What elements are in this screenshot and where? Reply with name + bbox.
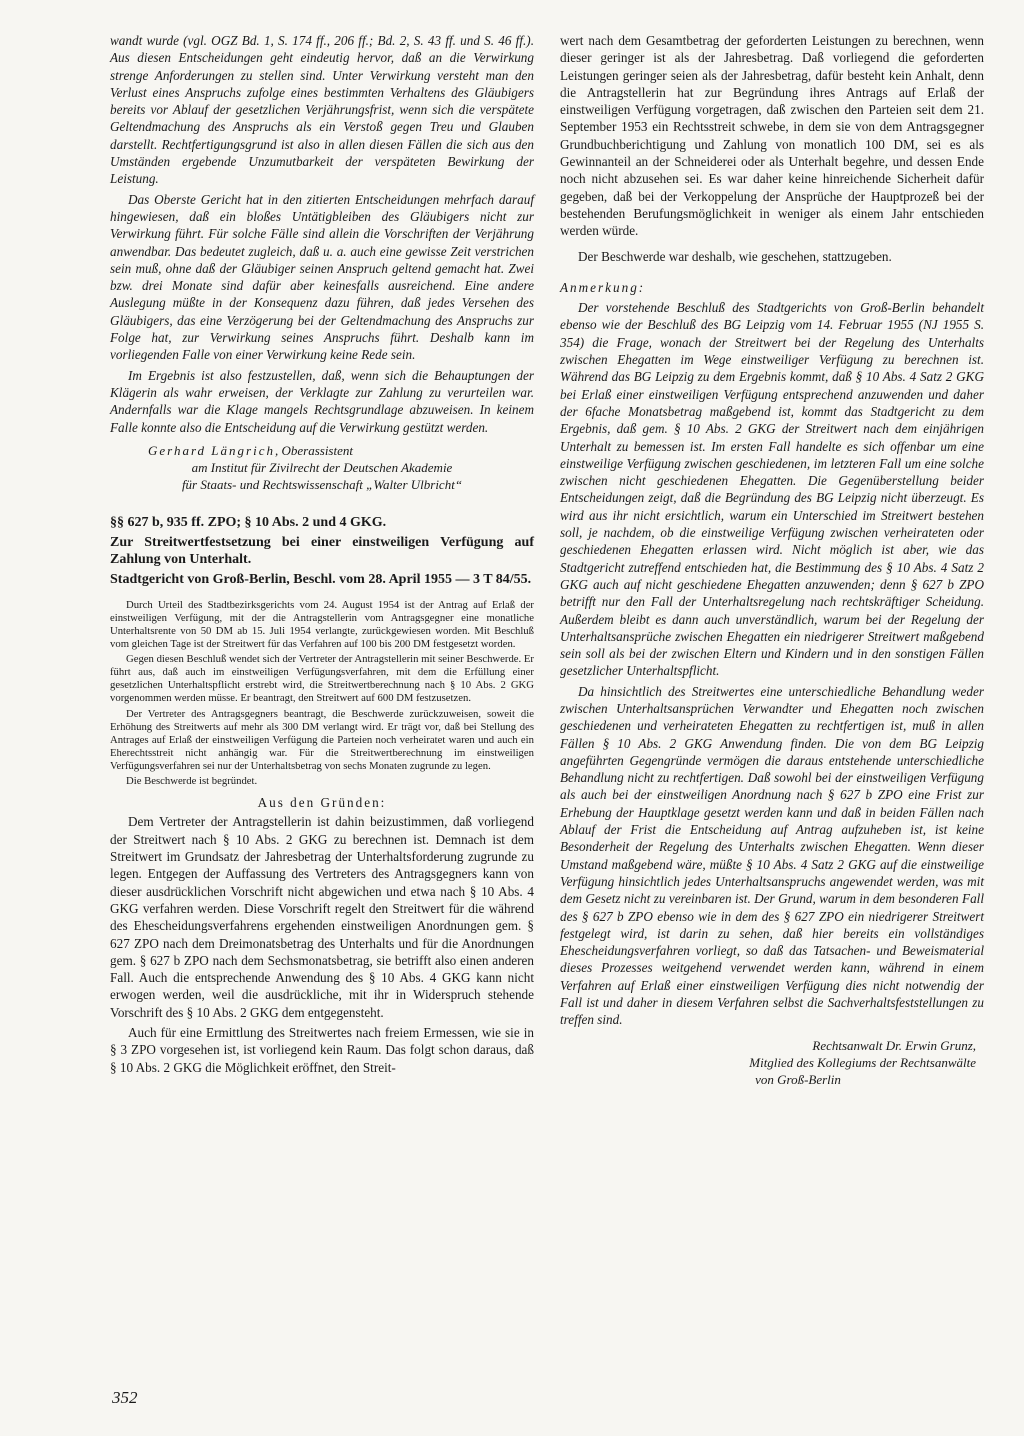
reasons-heading: Aus den Gründen: (257, 795, 387, 811)
author-institution-line2: für Staats- und Rechtswissenschaft „Walter Ulbricht“ (181, 476, 463, 492)
case-subject-heading: Zur Streitwertfestsetzung bei einer einstweiligen Verfügung auf Zahlung von Unterhalt. (110, 534, 534, 567)
author-institution-line1: am Institut für Zivilrecht der Deutschen Akademie (191, 459, 453, 475)
case-citation-heading: §§ 627 b, 935 ff. ZPO; § 10 Abs. 2 und 4 GKG. (110, 514, 387, 530)
annotator-affiliation-line2: von Groß-Berlin (755, 1071, 841, 1087)
annotation-heading: Anmerkung: (560, 279, 646, 295)
page-number: 352 (112, 1388, 138, 1407)
facts-paragraph: Die Beschwerde ist begründet. (126, 775, 258, 788)
annotator-name: Rechtsanwalt Dr. Erwin Grunz, (812, 1037, 976, 1053)
author-name: Gerhard Längrich (148, 442, 275, 458)
court-decision-heading: Stadtgericht von Groß-Berlin, Beschl. vom 28. April 1955 — 3 T 84/55. (110, 571, 532, 587)
author-signature (110, 442, 534, 493)
paragraph: Das Oberste Gericht hat in den zitierten Entscheidungen mehrfach darauf hingewiesen, daß ein bloßes Untätigbleiben des Gläubigers nicht zur Verwirkung führt. Für solche Fälle sind allein die Vorschriften der Verjährung anwendbar. Das bedeutet zugleich, daß u. a. auch eine gewisse Zeit verstrichen sein muß, ohne daß der Gläubiger seinen Anspruch geltend gemacht hat. Zwei bzw. drei Monate sind dafür aber keinesfalls ausreichend. Eine andere Auslegung müßte in der Konsequenz dazu führen, daß jedes Versehen des Gläubigers, das eine Verzögerung bei der Geltendmachung des Anspruchs zur Folge hat, zur Verwirkung seines Anspruchs führt. Deshalb kann im vorliegenden Falle von einer Verwirkung keine Rede sein. (110, 191, 534, 363)
facts-paragraph: Der Vertreter des Antragsgegners beantragt, die Beschwerde zurückzuweisen, soweit die Erhöhung des Streitwerts auf mehr als 300 DM verlangt wird. Er trägt vor, daß bei Stellung des Antrages auf Erlaß der einstweiligen Verfügung die Parteien noch verheiratet waren und auch ein Eherechtsstreit nicht anhängig war. Für die Streitwertberechnung im einstweiligen Verfügungsverfahren sei nur der Unterhaltsbetrag von sechs Monaten zugrunde zu legen. (110, 707, 534, 772)
facts-paragraph: Gegen diesen Beschluß wendet sich der Vertreter der Antragstellerin mit seiner Beschwerde. Er führt aus, daß auch im einstweiligen Verfügungsverfahren, mit dem die Erfüllung einer gesetzlichen Unterhaltspflicht erstrebt wird, die Streitwertberechnung nach § 10 Abs. 2 GKG vorgenommen werden müsse. Er beantragt, den Streitwert auf 600 DM festzusetzen. (110, 653, 534, 705)
annotation-signature (560, 1037, 984, 1088)
two-column-layout (110, 32, 986, 1088)
paragraph: Dem Vertreter der Antragstellerin ist dahin beizustimmen, daß vorliegend der Streitwert nach § 10 Abs. 2 GKG zu berechnen ist. Demnach ist dem Streitwert im Grundsatz der Jahresbetrag der Unterhaltsforderung zugrunde zu legen. Entgegen der Auffassung des Vertreters des Antragsgegners kann von dieser ausdrücklichen Vorschrift nicht abgewichen und etwa nach § 10 Abs. 4 GKG verfahren werden. Diese Vorschrift regelt den Streitwert für die während des Ehescheidungsverfahrens ergehenden einstweiligen Anordnungen gem. § 627 ZPO nach dem Dreimonatsbetrag des Unterhalts und für die Anordnungen gem. § 627 b ZPO nach dem Sechsmonatsbetrag, sie betrifft also einen anderen Fall. Auch die entsprechende Anwendung des § 10 Abs. 4 GKG kann nicht erwogen werden, weil die ausdrückliche, mit ihr in Widerspruch stehende Vorschrift des § 10 Abs. 2 GKG dem entgegensteht. (110, 814, 534, 1020)
annotation-paragraph: Der vorstehende Beschluß des Stadtgerichts von Groß-Berlin behandelt ebenso wie der Beschluß des BG Leipzig vom 14. Februar 1955 (NJ 1955 S. 354) die Frage, wonach der Streitwert bei der Regelung des Unterhalts zwischen Ehegatten im Wege einstweiliger Verfügung zu berechnen ist. Während das BG Leipzig zu dem Ergebnis kommt, daß § 10 Abs. 4 Satz 2 GKG bei Erlaß einer einstweiligen Verfügung entsprechend anzuwenden und daher der 6fache Monatsbetrag maßgebend ist, kommt das Stadtgericht zu dem Ergebnis, daß gem. § 10 Abs. 2 GKG der Streitwert nach dem einjährigen Unterhalt zu bemessen ist. Im ersten Fall handelte es sich offenbar um eine einstweilige Verfügung zwischen geschiedenen, im letzteren Fall um eine solche zwischen nicht geschiedenen Ehegatten. Die Gegenüberstellung beider Entscheidungen zeigt, daß die Begründung des BG Leipzig nicht überzeugt. Es wird aus ihr nicht ersichtlich, warum ein Unterschied im Streitwert bestehen soll, je nachdem, ob die einstweilige Verfügung zwischen verheirateten oder geschiedenen Ehegatten erlassen wird. Nicht möglich ist aber, wie das Stadtgericht zutreffend entschieden hat, die Bestimmung des § 10 Abs. 4 Satz 2 GKG auch auf nicht geschiedene Ehegatten anzuwenden; denn § 627 b ZPO betrifft nur den Fall der Unterhaltsregelung nach rechtskräftiger Scheidung. Außerdem bleibt es dann auch unverständlich, warum bei der Regelung der Unterhaltsansprüche zwischen Ehegatten ein niedrigerer Streitwert maßgebend sein soll als bei der zwischen Eltern und Kindern und in den sonstigen Fällen gesetzlicher Unterhaltspflicht. (560, 300, 984, 679)
annotation-paragraph: Da hinsichtlich des Streitwertes eine unterschiedliche Behandlung weder zwischen Unterhaltsansprüchen Verwandter und Ehegatten noch zwischen geschiedenen und verheirateten Ehegatten zu rechtfertigen ist, muß in allen Fällen § 10 Abs. 2 GKG Anwendung finden. Die von dem BG Leipzig angeführten Gegengründe vermögen die daraus entstehende unterschiedliche Behandlung nicht zu rechtfertigen. Daß sowohl bei der einstweiligen Verfügung als auch bei der einstweiligen Anordnung nach § 627 b ZPO eine Frist zur Erhebung der Hauptklage gesetzt werden kann und daß in beiden Fällen nach Ablauf der Frist die Entscheidung auf Antrag aufzuheben ist, ist keine Besonderheit der Regelung des Unterhalts zwischen Ehegatten. Wenn dieser Umstand maßgebend wäre, müßte § 10 Abs. 4 Satz 2 GKG auf die einstweilige Verfügung hinsichtlich jedes Unterhaltsanspruchs angewendet werden, was mit dem Gesetz nicht zu vereinbaren ist. Der Grund, warum in dem besonderen Fall des § 627 b ZPO ebenso wie in dem des § 627 ZPO ein niedrigerer Streitwert festgelegt wird, ist darin zu sehen, daß hier bereits ein vollständiges Ehescheidungsverfahren vorliegt, so daß das Tatsachen- und Beweismaterial dieses Prozesses weitgehend verwendet werden kann, während in einem Verfahren auf Erlaß einer einstweiligen Verfügung dies nicht notwendig der Fall ist und daher in diesem Verfahren selbst die Sachverhaltsfeststellungen zu treffen sind. (560, 683, 984, 1028)
continuation-paragraph: wandt wurde (vgl. OGZ Bd. 1, S. 174 ff., 206 ff.; Bd. 2, S. 43 ff. und S. 46 ff.). Aus diesen Entscheidungen geht eindeutig hervor, daß an die Verwirkung strenge Anforderungen zu stellen sind. Unter Verwirkung versteht man den Verlust eines Anspruchs zufolge eines bestimmten Verhaltens des Gläubigers bereits vor Ablauf der gesetzlichen Verjährungsfrist, wenn sich die verspätete Geltendmachung des Anspruchs als ein Verstoß gegen Treu und Glauben darstellt. Rechtfertigungsgrund ist also in allen diesen Fällen die sich aus den Umständen ergebende Unzumutbarkeit der verspäteten Bewirkung der Leistung. (110, 33, 534, 187)
author-title: , Oberassistent (274, 442, 353, 458)
paragraph: Auch für eine Ermittlung des Streitwertes nach freiem Ermessen, wie sie in § 3 ZPO vorgesehen ist, ist vorliegend kein Raum. Das folgt schon daraus, daß § 10 Abs. 2 GKG die Möglichkeit eröffnet, den Streit- (110, 1025, 534, 1075)
left-column (110, 32, 534, 1088)
paragraph: Im Ergebnis ist also festzustellen, daß, wenn sich die Behauptungen der Klägerin als wahr erweisen, der Verklagte zur Zahlung zu verurteilen war. Andernfalls war die Klage mangels Rechtsgrundlage abzuweisen. In keinem Falle konnte also die Entscheidung auf die Verwirkung gestützt werden. (110, 367, 534, 435)
annotator-affiliation-line1: Mitglied des Kollegiums der Rechtsanwälte (749, 1054, 976, 1070)
paragraph: Der Beschwerde war deshalb, wie geschehen, stattzugeben. (578, 248, 892, 264)
facts-paragraph: Durch Urteil des Stadtbezirksgerichts vom 24. August 1954 ist der Antrag auf Erlaß der einstweiligen Verfügung, mit der die Antragstellerin vom Antragsgegner eine monatliche Unterhaltsrente von 50 DM ab 15. Juli 1954 verlangte, zurückgewiesen worden. Mit Beschluß vom gleichen Tage ist der Streitwert für das Verfahren auf 100 bis 200 DM festgesetzt worden. (110, 598, 534, 651)
right-column (560, 32, 984, 1088)
continuation-paragraph: wert nach dem Gesamtbetrag der geforderten Leistungen zu berechnen, wenn dieser geringer ist als der Jahresbetrag. Daß vorliegend die geforderten Leistungen geringer seien als der Jahresbetrag, dafür besteht kein Anhalt, denn die Antragstellerin hat zur Begründung ihres Antrags auf Erlaß der einstweiligen Verfügung vorgetragen, daß zwischen den Parteien seit dem 21. September 1953 ein Rechtsstreit schwebe, in dem sie von dem Antragsgegner Grundbuchberichtigung und Zahlung von monatlich 100 DM, sei es als Gewinnanteil an der Schneiderei oder als Unterhalt begehre, und dessen Ende noch nicht abzusehen sei. Es war daher keine hinreichende Sicherheit dafür gegeben, daß bei der Verkoppelung der Ansprüche der Hauptprozeß bei der bestehenden Berufungsmöglichkeit in weniger als einem Jahr entschieden werden würde. (560, 33, 984, 239)
